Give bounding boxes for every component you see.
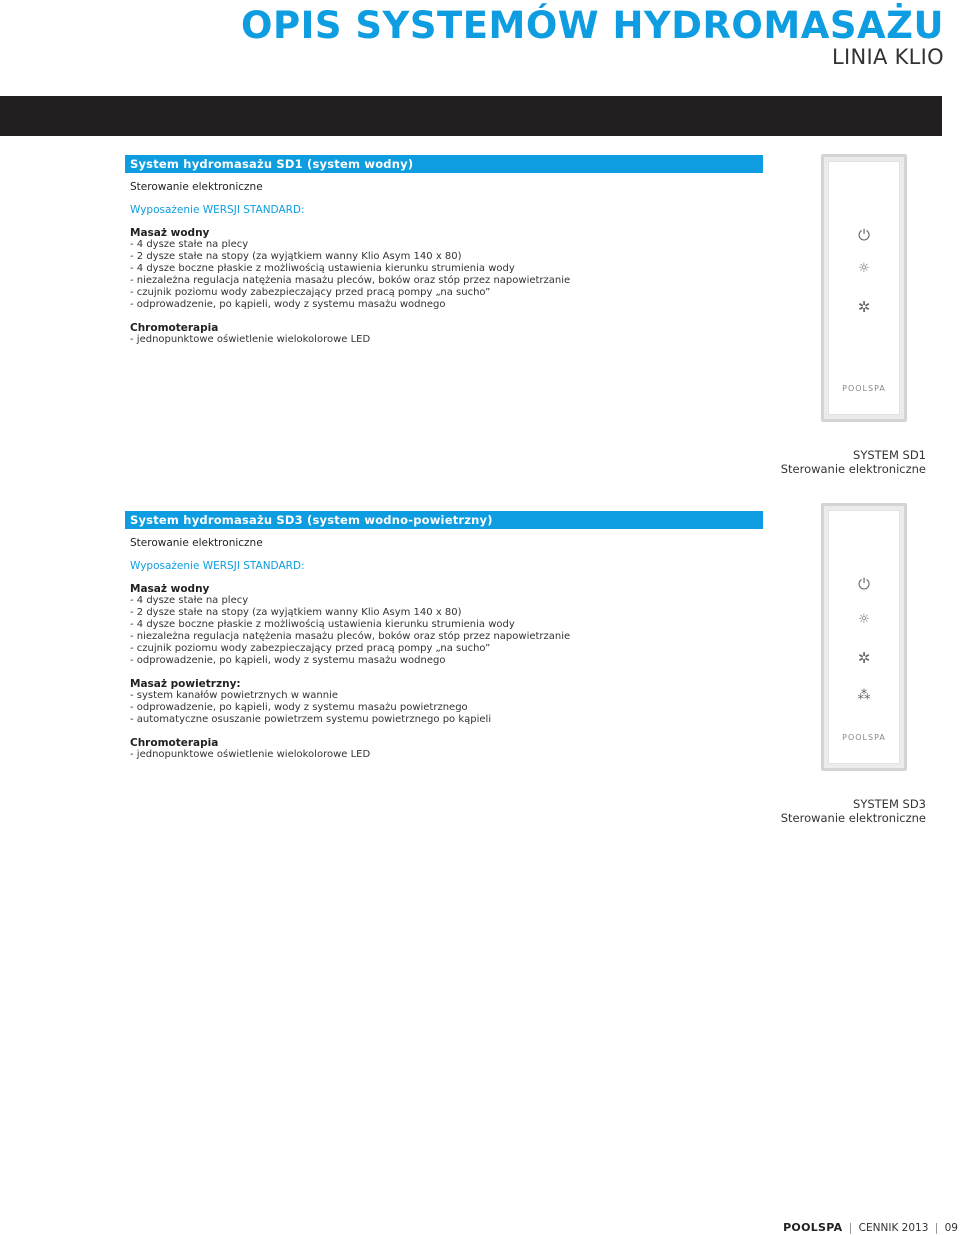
group-title-water-massage: Masaż wodny xyxy=(130,227,210,239)
list-item: - niezależna regulacja natężenia masażu pleców, boków oraz stóp przez napowietrzanie xyxy=(130,631,571,642)
list-item: - czujnik poziomu wody zabezpieczający przed pracą pompy „na sucho” xyxy=(130,287,491,298)
standard-equipment-label: Wyposażenie WERSJI STANDARD: xyxy=(130,204,305,216)
header-band xyxy=(0,96,942,136)
caption-title: SYSTEM SD1 xyxy=(853,448,926,462)
section-content xyxy=(125,537,763,761)
control-panel-sd1-image xyxy=(821,154,907,422)
control-type: Sterowanie elektroniczne xyxy=(130,181,263,193)
caption-sd1 xyxy=(730,448,926,476)
group-title-water-massage: Masaż wodny xyxy=(130,583,210,595)
list-item: - 4 dysze stałe na plecy xyxy=(130,239,249,250)
section-sd3 xyxy=(125,511,763,761)
list-item: - odprowadzenie, po kąpieli, wody z systemu masażu wodnego xyxy=(130,655,446,666)
caption-sd3 xyxy=(730,797,926,825)
power-icon: ⏻ xyxy=(858,226,870,244)
page-footer xyxy=(783,1221,958,1234)
group-title-chromotherapy: Chromoterapia xyxy=(130,322,219,334)
control-panel-sd3-image xyxy=(821,503,907,771)
standard-equipment-label: Wyposażenie WERSJI STANDARD: xyxy=(130,560,305,572)
footer-brand-logo: POOLSPA xyxy=(783,1221,843,1234)
page-title: OPIS SYSTEMÓW HYDROMASAŻU xyxy=(241,4,944,47)
caption-subtitle: Sterowanie elektroniczne xyxy=(780,462,926,476)
page-subtitle: LINIA KLIO xyxy=(831,45,944,69)
section-content xyxy=(125,181,763,346)
list-item: - odprowadzenie, po kąpieli, wody z systemu masażu powietrznego xyxy=(130,702,468,713)
list-item: - 4 dysze boczne płaskie z możliwością ustawienia kierunku strumienia wody xyxy=(130,263,515,274)
section-title-bar: System hydromasażu SD1 (system wodny) xyxy=(125,155,763,173)
list-item: - system kanałów powietrznych w wannie xyxy=(130,690,339,701)
list-item: - czujnik poziomu wody zabezpieczający przed pracą pompy „na sucho” xyxy=(130,643,491,654)
list-item: - 4 dysze boczne płaskie z możliwością ustawienia kierunku strumienia wody xyxy=(130,619,515,630)
group-title-air-massage: Masaż powietrzny: xyxy=(130,678,241,690)
list-item: - jednopunktowe oświetlenie wielokolorowe LED xyxy=(130,749,371,760)
light-icon: ☼ xyxy=(858,612,870,627)
list-item: - odprowadzenie, po kąpieli, wody z systemu masażu wodnego xyxy=(130,299,446,310)
list-item: - niezależna regulacja natężenia masażu pleców, boków oraz stóp przez napowietrzanie xyxy=(130,275,571,286)
list-item: - jednopunktowe oświetlenie wielokolorowe LED xyxy=(130,334,371,345)
footer-catalog: CENNIK 2013 xyxy=(858,1222,929,1234)
page-number: 09 xyxy=(944,1222,958,1234)
control-type: Sterowanie elektroniczne xyxy=(130,537,263,549)
section-sd1 xyxy=(125,155,763,346)
light-icon: ☼ xyxy=(858,261,870,276)
list-item: - 2 dysze stałe na stopy (za wyjątkiem wanny Klio Asym 140 x 80) xyxy=(130,607,462,618)
list-item: - 4 dysze stałe na plecy xyxy=(130,595,249,606)
section-title-bar: System hydromasażu SD3 (system wodno-powietrzny) xyxy=(125,511,763,529)
panel-brand-logo: POOLSPA xyxy=(842,733,886,742)
list-item: - 2 dysze stałe na stopy (za wyjątkiem wanny Klio Asym 140 x 80) xyxy=(130,251,462,262)
air-blower-icon: ⁂ xyxy=(857,688,871,703)
power-icon: ⏻ xyxy=(858,575,870,593)
water-pump-icon: ✲ xyxy=(857,298,871,316)
group-title-chromotherapy: Chromoterapia xyxy=(130,737,219,749)
caption-subtitle: Sterowanie elektroniczne xyxy=(780,811,926,825)
footer-separator: | xyxy=(848,1222,853,1234)
list-item: - automatyczne osuszanie powietrzem systemu powietrznego po kąpieli xyxy=(130,714,492,725)
water-pump-icon: ✲ xyxy=(857,649,871,667)
footer-separator: | xyxy=(934,1222,939,1234)
caption-title: SYSTEM SD3 xyxy=(853,797,926,811)
panel-brand-logo: POOLSPA xyxy=(842,384,886,393)
